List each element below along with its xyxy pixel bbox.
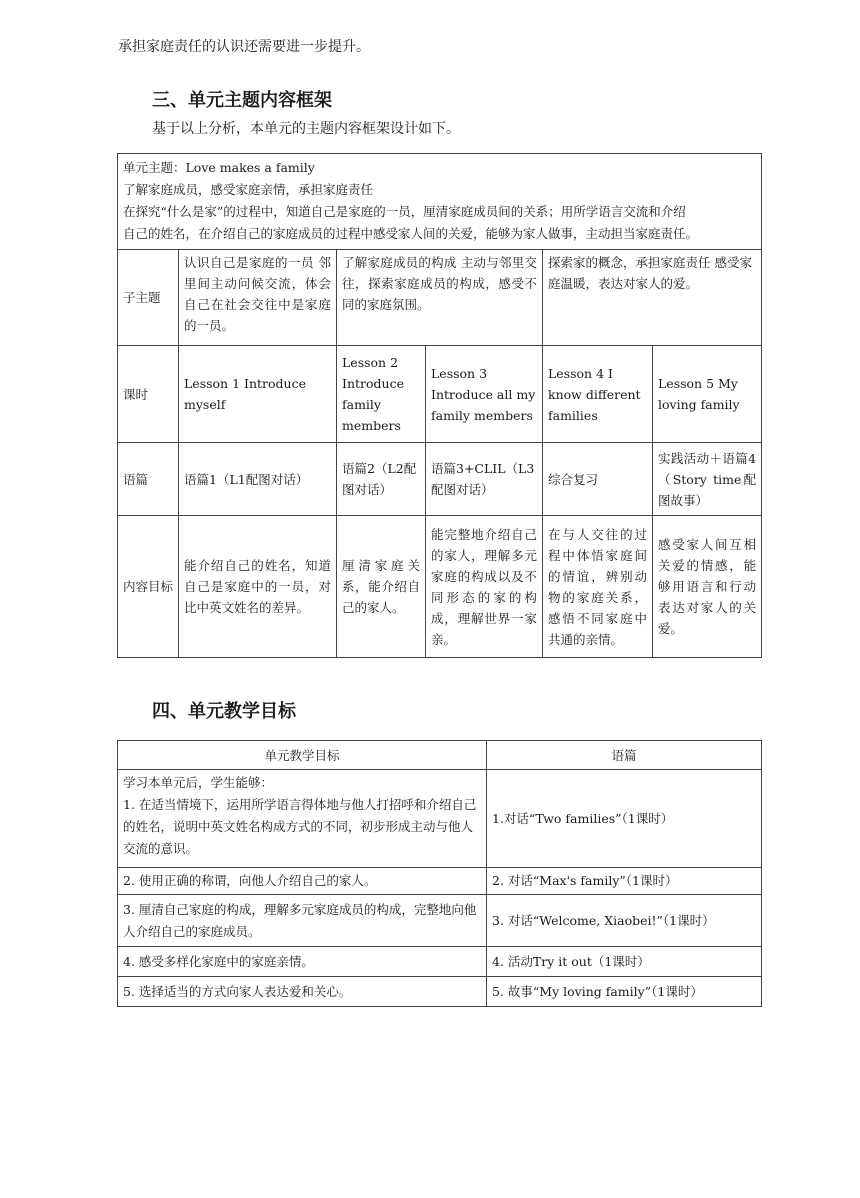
section-intro: 基于以上分析，本单元的主题内容框架设计如下。 (152, 121, 460, 137)
text-cell: 语篇2（L2配图对话） (337, 443, 426, 516)
section-heading-4: 四、单元教学目标 (152, 701, 296, 722)
framework-description-2: 自己的姓名，在介绍自己的家庭成员的过程中感受家人间的关爱，能够为家人做事，主动担当家庭责任。 (123, 226, 699, 241)
goal-cell: 在与人交往的过程中体悟家庭间的情谊，辨别动物的家庭关系，感悟不同家庭中共通的亲情。 (543, 516, 653, 658)
lesson-cell: Lesson 2 Introduce family members (337, 346, 426, 443)
text-cell: 综合复习 (543, 443, 653, 516)
text-cell: 实践活动＋语篇4（Story time配图故事） (653, 443, 762, 516)
text-cell: 1.对话“Two families”（1课时） (487, 770, 762, 868)
unit-theme: 单元主题：Love makes a family (123, 160, 315, 175)
objective-text: 1. 在适当情境下，运用所学语言得体地与他人打招呼和介绍自己的姓名，说明中英文姓名构成方式的不同，初步形成主动与他人交流的意识。 (123, 797, 477, 856)
subtopic-label: 子主题 (118, 250, 179, 346)
objective-intro: 学习本单元后，学生能够： (123, 775, 274, 790)
content-framework-table (117, 153, 762, 658)
text-label: 语篇 (118, 443, 179, 516)
header-goal: 单元教学目标 (118, 741, 487, 770)
continued-paragraph: 承担家庭责任的认识还需要进一步提升。 (118, 39, 370, 55)
objective-cell: 3. 厘清自己家庭的构成，理解多元家庭成员的构成，完整地向他人介绍自己的家庭成员。 (118, 895, 487, 947)
text-cell: 3. 对话“Welcome, Xiaobei!”（1课时） (487, 895, 762, 947)
subtopic-cell: 认识自己是家庭的一员 邻里间主动问候交流，体会自己在社会交往中是家庭的一员。 (179, 250, 337, 346)
objective-cell: 2. 使用正确的称谓，向他人介绍自己的家人。 (118, 868, 487, 895)
goal-cell: 感受家人间互相关爱的情感，能够用语言和行动表达对家人的关爱。 (653, 516, 762, 658)
lesson-cell: Lesson 3 Introduce all my family members (426, 346, 543, 443)
text-cell: 4. 活动Try it out（1课时） (487, 947, 762, 977)
overall-goal: 了解家庭成员，感受家庭亲情，承担家庭责任 (123, 182, 374, 197)
text-cell: 语篇1（L1配图对话） (179, 443, 337, 516)
text-cell: 语篇3+CLIL（L3配图对话） (426, 443, 543, 516)
lesson-label: 课时 (118, 346, 179, 443)
subtopic-cell: 探索家的概念，承担家庭责任 感受家庭温暖，表达对家人的爱。 (543, 250, 762, 346)
objective-cell: 4. 感受多样化家庭中的家庭亲情。 (118, 947, 487, 977)
goal-cell: 能介绍自己的姓名，知道自己是家庭中的一员，对比中英文姓名的差异。 (179, 516, 337, 658)
goal-label: 内容目标 (118, 516, 179, 658)
text-cell: 2. 对话“Max's family”（1课时） (487, 868, 762, 895)
lesson-cell: Lesson 1 Introduce myself (179, 346, 337, 443)
section-heading-3: 三、单元主题内容框架 (152, 90, 332, 111)
header-text: 语篇 (487, 741, 762, 770)
teaching-objectives-table (117, 740, 762, 1007)
text-cell: 5. 故事“My loving family”（1课时） (487, 977, 762, 1007)
objective-cell: 5. 选择适当的方式向家人表达爱和关心。 (118, 977, 487, 1007)
unit-theme-cell (118, 154, 762, 250)
goal-cell: 能完整地介绍自己的家人，理解多元家庭的构成以及不同形态的家的构成，理解世界一家亲。 (426, 516, 543, 658)
subtopic-cell: 了解家庭成员的构成 主动与邻里交往，探索家庭成员的构成，感受不同的家庭氛围。 (337, 250, 543, 346)
lesson-cell: Lesson 5 My loving family (653, 346, 762, 443)
objective-cell (118, 770, 487, 868)
lesson-cell: Lesson 4 I know different families (543, 346, 653, 443)
goal-cell: 厘清家庭关系，能介绍自己的家人。 (337, 516, 426, 658)
framework-description-1: 在探究“什么是家”的过程中，知道自己是家庭的一员，厘清家庭成员间的关系；用所学语言交流和介绍 (123, 204, 686, 219)
